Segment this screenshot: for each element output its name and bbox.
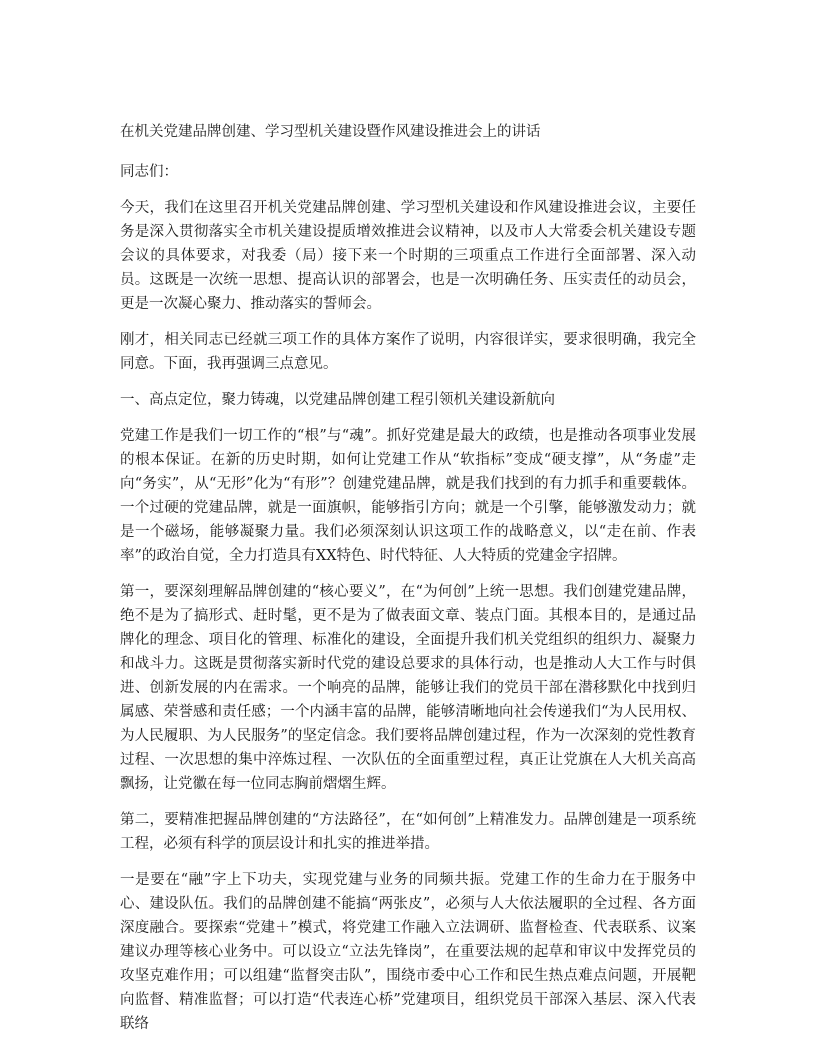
paragraph-integration: 一是要在“融”字上下功夫，实现党建与业务的同频共振。党建工作的生命力在于服务中心、建设队伍。我们的品牌创建不能搞“两张皮”，必须与人大依法履职的全过程、各方面深度融合。要探索“党建＋”模式，将党建工作融入立法调研、监督检查、代表联系、议案建议办理等核心业务中。可以设立“立法先锋岗”，在重要法规的起草和审议中发挥党员的攻坚克难作用；可以组建“监督突击队”，围绕市委中心工作和民生热点难点问题，开展靶向监督、精准监督；可以打造“代表连心桥”党建项目，组织党员干部深入基层、深入代表联络: [120, 872, 696, 1032]
paragraph-point-one: 第一，要深刻理解品牌创建的“核心要义”，在“为何创”上统一思想。我们创建党建品牌，绝不是为了搞形式、赶时髦，更不是为了做表面文章、装点门面。其根本目的，是通过品牌化的理念、项目化的管理、标准化的建设，全面提升我们机关党组织的组织力、凝聚力和战斗力。这既是贯彻落实新时代党的建设总要求的具体行动，也是推动人大工作与时俱进、创新发展的内在需求。一个响亮的品牌，能够让我们的党员干部在潜移默化中找到归属感、荣誉感和责任感；一个内涵丰富的品牌，能够清晰地向社会传递我们“为人民用权、为人民履职、为人民服务”的坚定信念。我们要将品牌创建过程，作为一次深刻的党性教育过程、一次思想的集中淬炼过程、一次队伍的全面重塑过程，真正让党旗在人大机关高高飘扬，让党徽在每一位同志胸前熠熠生辉。: [120, 584, 696, 792]
paragraph-agreement: 刚才，相关同志已经就三项工作的具体方案作了说明，内容很详实，要求很明确，我完全同意。下面，我再强调三点意见。: [120, 332, 696, 372]
document-title: 在机关党建品牌创建、学习型机关建设暨作风建设推进会上的讲话: [120, 124, 541, 140]
salutation: 同志们：: [120, 164, 178, 180]
paragraph-point-two: 第二，要精准把握品牌创建的“方法路径”，在“如何创”上精准发力。品牌创建是一项系统工程，必须有科学的顶层设计和扎实的推进举措。: [120, 812, 696, 852]
document-page: [120, 120, 696, 1036]
paragraph-intro: 今天，我们在这里召开机关党建品牌创建、学习型机关建设和作风建设推进会议，主要任务是深入贯彻落实全市机关建设提质增效推进会议精神，以及市人大常委会机关建设专题会议的具体要求，对我委（局）接下来一个时期的三项重点工作进行全面部署、深入动员。这既是一次统一思想、提高认识的部署会，也是一次明确任务、压实责任的动员会，更是一次凝心聚力、推动落实的誓师会。: [120, 200, 696, 312]
paragraph-party-building: 党建工作是我们一切工作的“根”与“魂”。抓好党建是最大的政绩，也是推动各项事业发展的根本保证。在新的历史时期，如何让党建工作从“软指标”变成“硬支撑”，从“务虚”走向“务实”，从“无形”化为“有形”？创建党建品牌，就是我们找到的有力抓手和重要载体。一个过硬的党建品牌，就是一面旗帜，能够指引方向；就是一个引擎，能够激发动力；就是一个磁场，能够凝聚力量。我们必须深刻认识这项工作的战略意义，以“走在前、作表率”的政治自觉，全力打造具有XX特色、时代特征、人大特质的党建金字招牌。: [120, 428, 696, 564]
section-heading-one: 一、高点定位，聚力铸魂，以党建品牌创建工程引领机关建设新航向: [120, 392, 555, 408]
